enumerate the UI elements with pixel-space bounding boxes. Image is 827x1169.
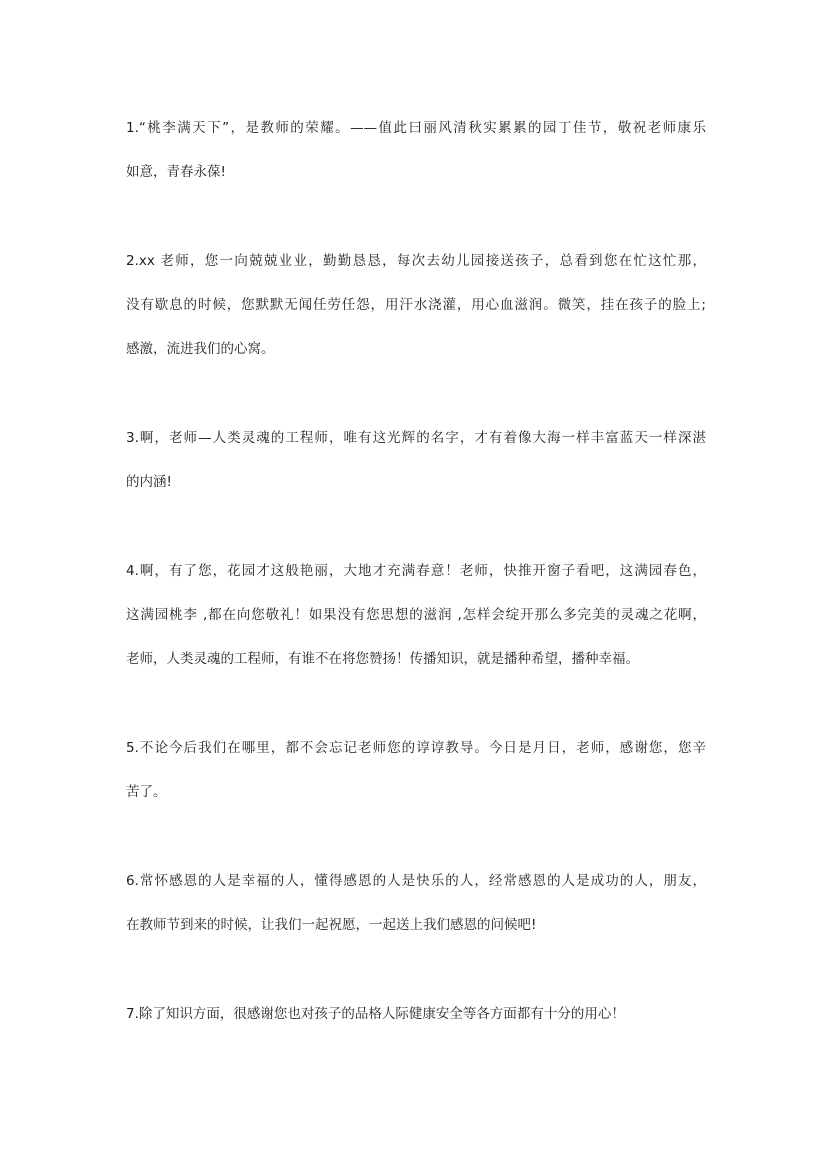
paragraph-line: 4.啊，有了您，花园才这般艳丽，大地才充满春意！老师，快推开窗子看吧，这满园春色， [126, 563, 706, 579]
paragraph-line: 6.常怀感恩的人是幸福的人，懂得感恩的人是快乐的人，经常感恩的人是成功的人，朋友， [126, 873, 706, 889]
paragraph-line: 1.“桃李满天下”，是教师的荣耀。——值此曰丽风清秋实累累的园丁佳节，敬祝老师康乐 [126, 120, 706, 136]
paragraph-3 [126, 416, 706, 504]
paragraph-4 [126, 549, 706, 681]
paragraph-line: 3.啊，老师—人类灵魂的工程师，唯有这光辉的名字，才有着像大海一样丰富蓝天一样深湛 [126, 430, 706, 446]
paragraph-line: 2.xx 老师，您一向兢兢业业，勤勤恳恳，每次去幼儿园接送孩子，总看到您在忙这忙那， [126, 253, 706, 269]
paragraph-line: 没有歇息的时候，您默默无闻任劳任怨，用汗水浇灌，用心血滋润。微笑，挂在孩子的脸上; [126, 297, 706, 313]
paragraph-line: 这满园桃李 ,都在向您敬礼！如果没有您思想的滋润 ,怎样会绽开那么多完美的灵魂之花啊， [126, 607, 706, 623]
document-body [126, 106, 706, 1081]
paragraph-1 [126, 106, 706, 194]
paragraph-line: 老师，人类灵魂的工程师，有谁不在将您赞扬！传播知识，就是播种希望，播种幸福。 [126, 651, 639, 667]
paragraph-line: 如意，青春永葆! [126, 164, 226, 180]
paragraph-line: 7.除了知识方面，很感谢您也对孩子的品格人际健康安全等各方面都有十分的用心！ [126, 1006, 625, 1022]
paragraph-7 [126, 992, 706, 1036]
paragraph-line: 感激，流进我们的心窝。 [126, 341, 275, 357]
paragraph-5 [126, 726, 706, 814]
paragraph-2 [126, 239, 706, 371]
paragraph-line: 苦了。 [126, 784, 167, 800]
paragraph-line: 的内涵! [126, 474, 172, 490]
paragraph-6 [126, 859, 706, 947]
paragraph-line: 在教师节到来的时候，让我们一起祝愿，一起送上我们感恩的问候吧! [126, 917, 537, 933]
paragraph-line: 5.不论今后我们在哪里，都不会忘记老师您的谆谆教导。今日是月日，老师，感谢您，您辛 [126, 740, 706, 756]
